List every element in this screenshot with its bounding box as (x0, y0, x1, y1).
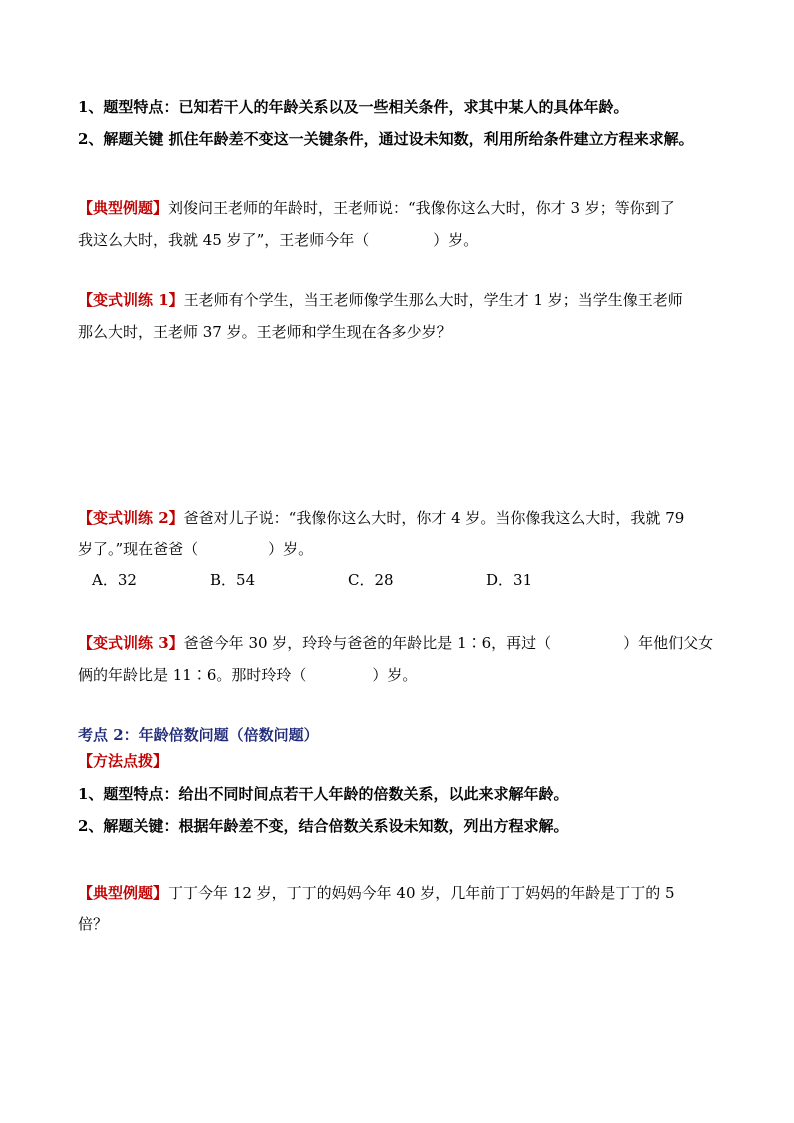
variant2-line2 (78, 539, 313, 559)
variant2-text: 爸爸对儿子说：“我像你这么大时，你才 4 岁。当你像我这么大时，我就 79 (183, 509, 685, 527)
example2-line2: 倍？ (78, 915, 109, 933)
example1-text-a: 我这么大时，我就 45 岁了”，王老师今年（ (78, 231, 370, 249)
example1-line2 (78, 230, 478, 250)
section-heading: 考点 2：年龄倍数问题（倍数问题） (78, 726, 319, 744)
option-c[interactable]: C．28 (348, 571, 394, 589)
variant-tag: 【变式训练 2】 (78, 509, 184, 527)
variant2-text-b: ）岁。 (268, 540, 314, 558)
method-point-2: 2、解题关键：根据年龄差不变，结合倍数关系设未知数，列出方程求解。 (78, 817, 569, 835)
variant3-text-c: 俩的年龄比是 11∶6。那时玲玲（ (78, 666, 307, 684)
variant3-line1 (78, 633, 713, 653)
method-tag: 【方法点拨】 (78, 752, 169, 770)
example-tag: 【典型例题】 (78, 199, 169, 217)
variant1-text: 王老师有个学生，当王老师像学生那么大时，学生才 1 岁；当学生像王老师 (183, 291, 683, 309)
option-a[interactable]: A．32 (92, 571, 137, 589)
variant3-text-a: 爸爸今年 30 岁，玲玲与爸爸的年龄比是 1∶6，再过（ (183, 634, 552, 652)
example1-line1 (78, 198, 675, 218)
variant-tag: 【变式训练 1】 (78, 291, 184, 309)
variant3-text-b: ）年他们父女 (623, 634, 714, 652)
example-tag: 【典型例题】 (78, 884, 169, 902)
example2-line1 (78, 883, 675, 903)
variant2-options (92, 570, 592, 590)
variant1-line1 (78, 290, 683, 310)
option-b[interactable]: B．54 (210, 571, 256, 589)
intro-point-1: 1、题型特点：已知若干人的年龄关系以及一些相关条件，求其中某人的具体年龄。 (78, 98, 629, 116)
example1-text-b: ）岁。 (433, 231, 479, 249)
intro-point-2: 2、解题关键 抓住年龄差不变这一关键条件，通过设未知数，利用所给条件建立方程来求解。 (78, 130, 694, 148)
variant-tag: 【变式训练 3】 (78, 634, 184, 652)
variant3-line2 (78, 665, 417, 685)
variant2-line1 (78, 508, 684, 528)
variant1-line2: 那么大时，王老师 37 岁。王老师和学生现在各多少岁？ (78, 323, 452, 341)
variant2-text-a: 岁了。”现在爸爸（ (78, 540, 199, 558)
method-point-1: 1、题型特点：给出不同时间点若干人年龄的倍数关系，以此来求解年龄。 (78, 785, 569, 803)
example1-text: 刘俊问王老师的年龄时，王老师说：“我像你这么大时，你才 3 岁；等你到了 (168, 199, 675, 217)
option-d[interactable]: D．31 (486, 571, 533, 589)
example2-text: 丁丁今年 12 岁，丁丁的妈妈今年 40 岁，几年前丁丁妈妈的年龄是丁丁的 5 (168, 884, 675, 902)
variant3-text-d: ）岁。 (372, 666, 418, 684)
